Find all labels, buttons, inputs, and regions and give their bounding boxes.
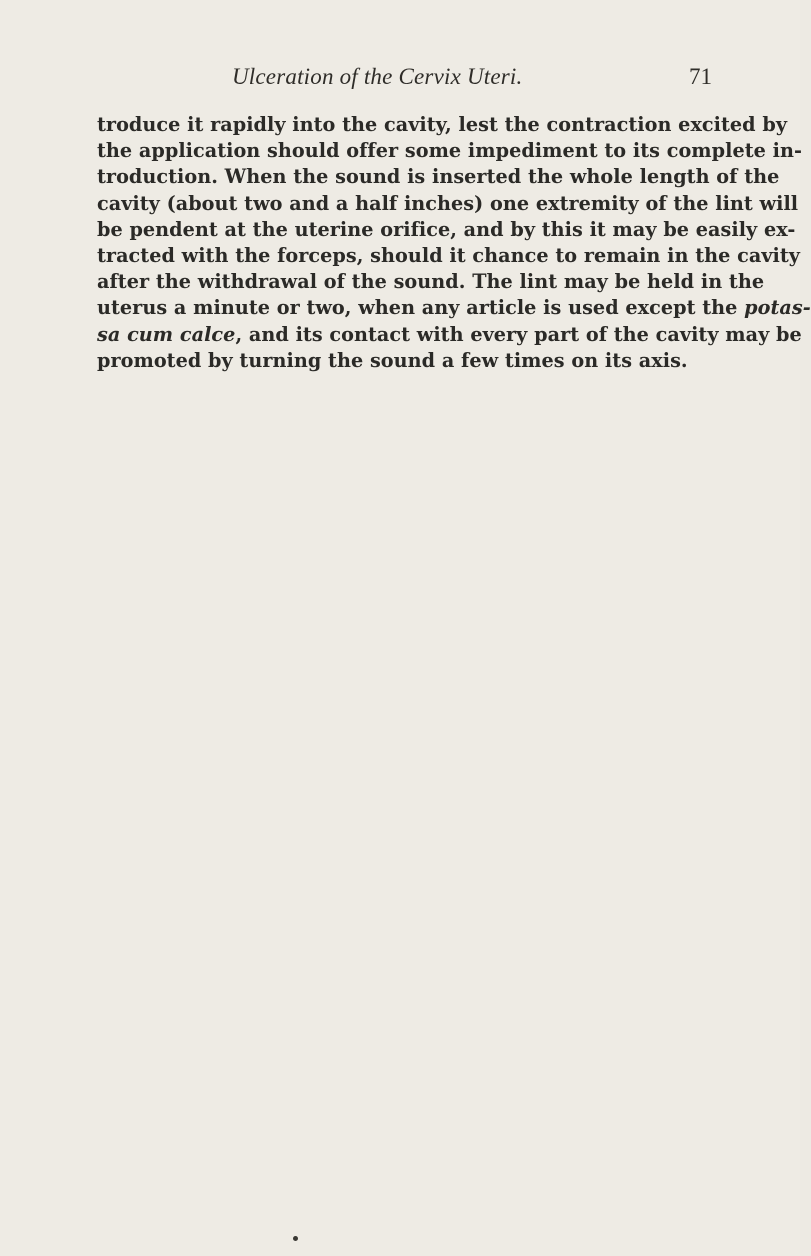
text-segment: uterus a minute or two, when any article is used except the <box>97 296 745 320</box>
text-line: the application should offer some impediment to its complete in- <box>97 139 802 163</box>
text-line: cavity (about two and a half inches) one extremity of the lint will <box>97 191 799 215</box>
body-paragraph <box>97 112 811 374</box>
text-line: troduction. When the sound is inserted the whole length of the <box>97 165 780 189</box>
text-line: be pendent at the uterine orifice, and by this it may be easily ex- <box>97 217 796 241</box>
text-line <box>97 295 811 321</box>
ink-speck <box>293 1236 298 1241</box>
running-title: Ulceration of the Cervix Uteri. <box>232 64 523 89</box>
italic-term: sa cum calce <box>97 322 236 346</box>
text-line: promoted by turning the sound a few times on its axis. <box>97 348 688 372</box>
text-line <box>97 322 802 348</box>
page-number: 71 <box>689 64 712 89</box>
text-line: after the withdrawal of the sound. The lint may be held in the <box>97 270 765 294</box>
text-segment: , and its contact with every part of the cavity may be <box>235 322 802 346</box>
text-line: tracted with the forceps, should it chance to remain in the cavity <box>97 243 800 267</box>
italic-term: potas- <box>744 296 811 320</box>
running-head <box>232 64 712 92</box>
text-line: troduce it rapidly into the cavity, lest the contraction excited by <box>97 113 788 136</box>
